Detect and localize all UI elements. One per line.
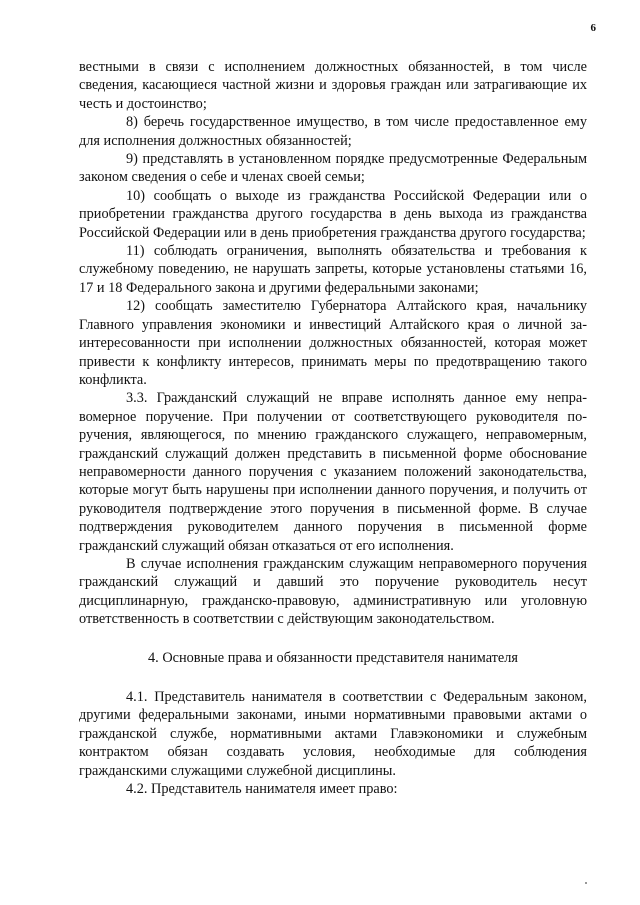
item-8-paragraph: 8) беречь государственное имущество, в том числе предоставленное ему для исполнения должностных обязанностей;	[79, 114, 587, 149]
clause-3-3-paragraph: 3.3. Гражданский служащий не вправе исполнять данное ему неправомерное поручение. При получении от соответствующего руководителя поручения, являющегося, по мнению гражданского служащего, неправомерным, гражданский служащий должен представить в письменной форме обоснование неправомерности данного поручения с указанием положений законодательства, которые могут быть нарушены при исполнении данного поручения, и получить от руководителя подтверждение этого поручения в письменной форме. В случае подтверждения руководителем данного поручения в письменной форме гражданский служащий обязан отказаться от его исполнения.	[79, 390, 587, 554]
scan-artifact-dot	[585, 882, 587, 884]
page-number: 6	[590, 22, 596, 34]
liability-paragraph: В случае исполнения гражданским служащим неправомерного поручения гражданский служащий и давший это поручение руководитель несут дисциплинарную, гражданско-правовую, административную или уголовную ответственность в соответствии с действующим законодательством.	[79, 555, 587, 628]
section-4-heading: 4. Основные права и обязанности представителя нанимателя	[148, 649, 518, 666]
item-11-paragraph: 11) соблюдать ограничения, выполнять обязательства и требования к служебному поведению, не нарушать запреты, которые установлены статьями 16, 17 и 18 Федерального закона и другими федеральными законами;	[79, 243, 587, 296]
document-body	[79, 58, 587, 798]
item-12-paragraph: 12) сообщать заместителю Губернатора Алтайского края, начальнику Главного управления экономики и инвестиций Алтайского края о личной заинтересованности при исполнении должностных обязанностей, которая может привести к конфликту интересов, принимать меры по предотвращению такого конфликта.	[79, 298, 587, 388]
continuation-paragraph: вестными в связи с исполнением должностных обязанностей, в том числе сведения, касающиеся частной жизни и здоровья граждан или затрагивающие их честь и достоинство;	[79, 59, 587, 112]
clause-4-2-paragraph: 4.2. Представитель нанимателя имеет право:	[126, 781, 398, 798]
item-10-paragraph: 10) сообщать о выходе из гражданства Российской Федерации или о приобретении гражданства другого государства в день выхода из гражданства Российской Федерации или в день приобретения гражданства другого государства;	[79, 187, 587, 241]
item-9-paragraph: 9) представлять в установленном порядке предусмотренные Федеральным законом сведения о себе и членах своей семьи;	[79, 151, 587, 186]
clause-4-1-paragraph: 4.1. Представитель нанимателя в соответствии с Федеральным законом, другими федеральными законами, иными нормативными правовыми актами о гражданской службе, нормативными актами Главэкономики и служебным контрактом обязан создавать условия, необходимые для соблюдения гражданскими служащими служебной дисциплины.	[79, 689, 587, 779]
